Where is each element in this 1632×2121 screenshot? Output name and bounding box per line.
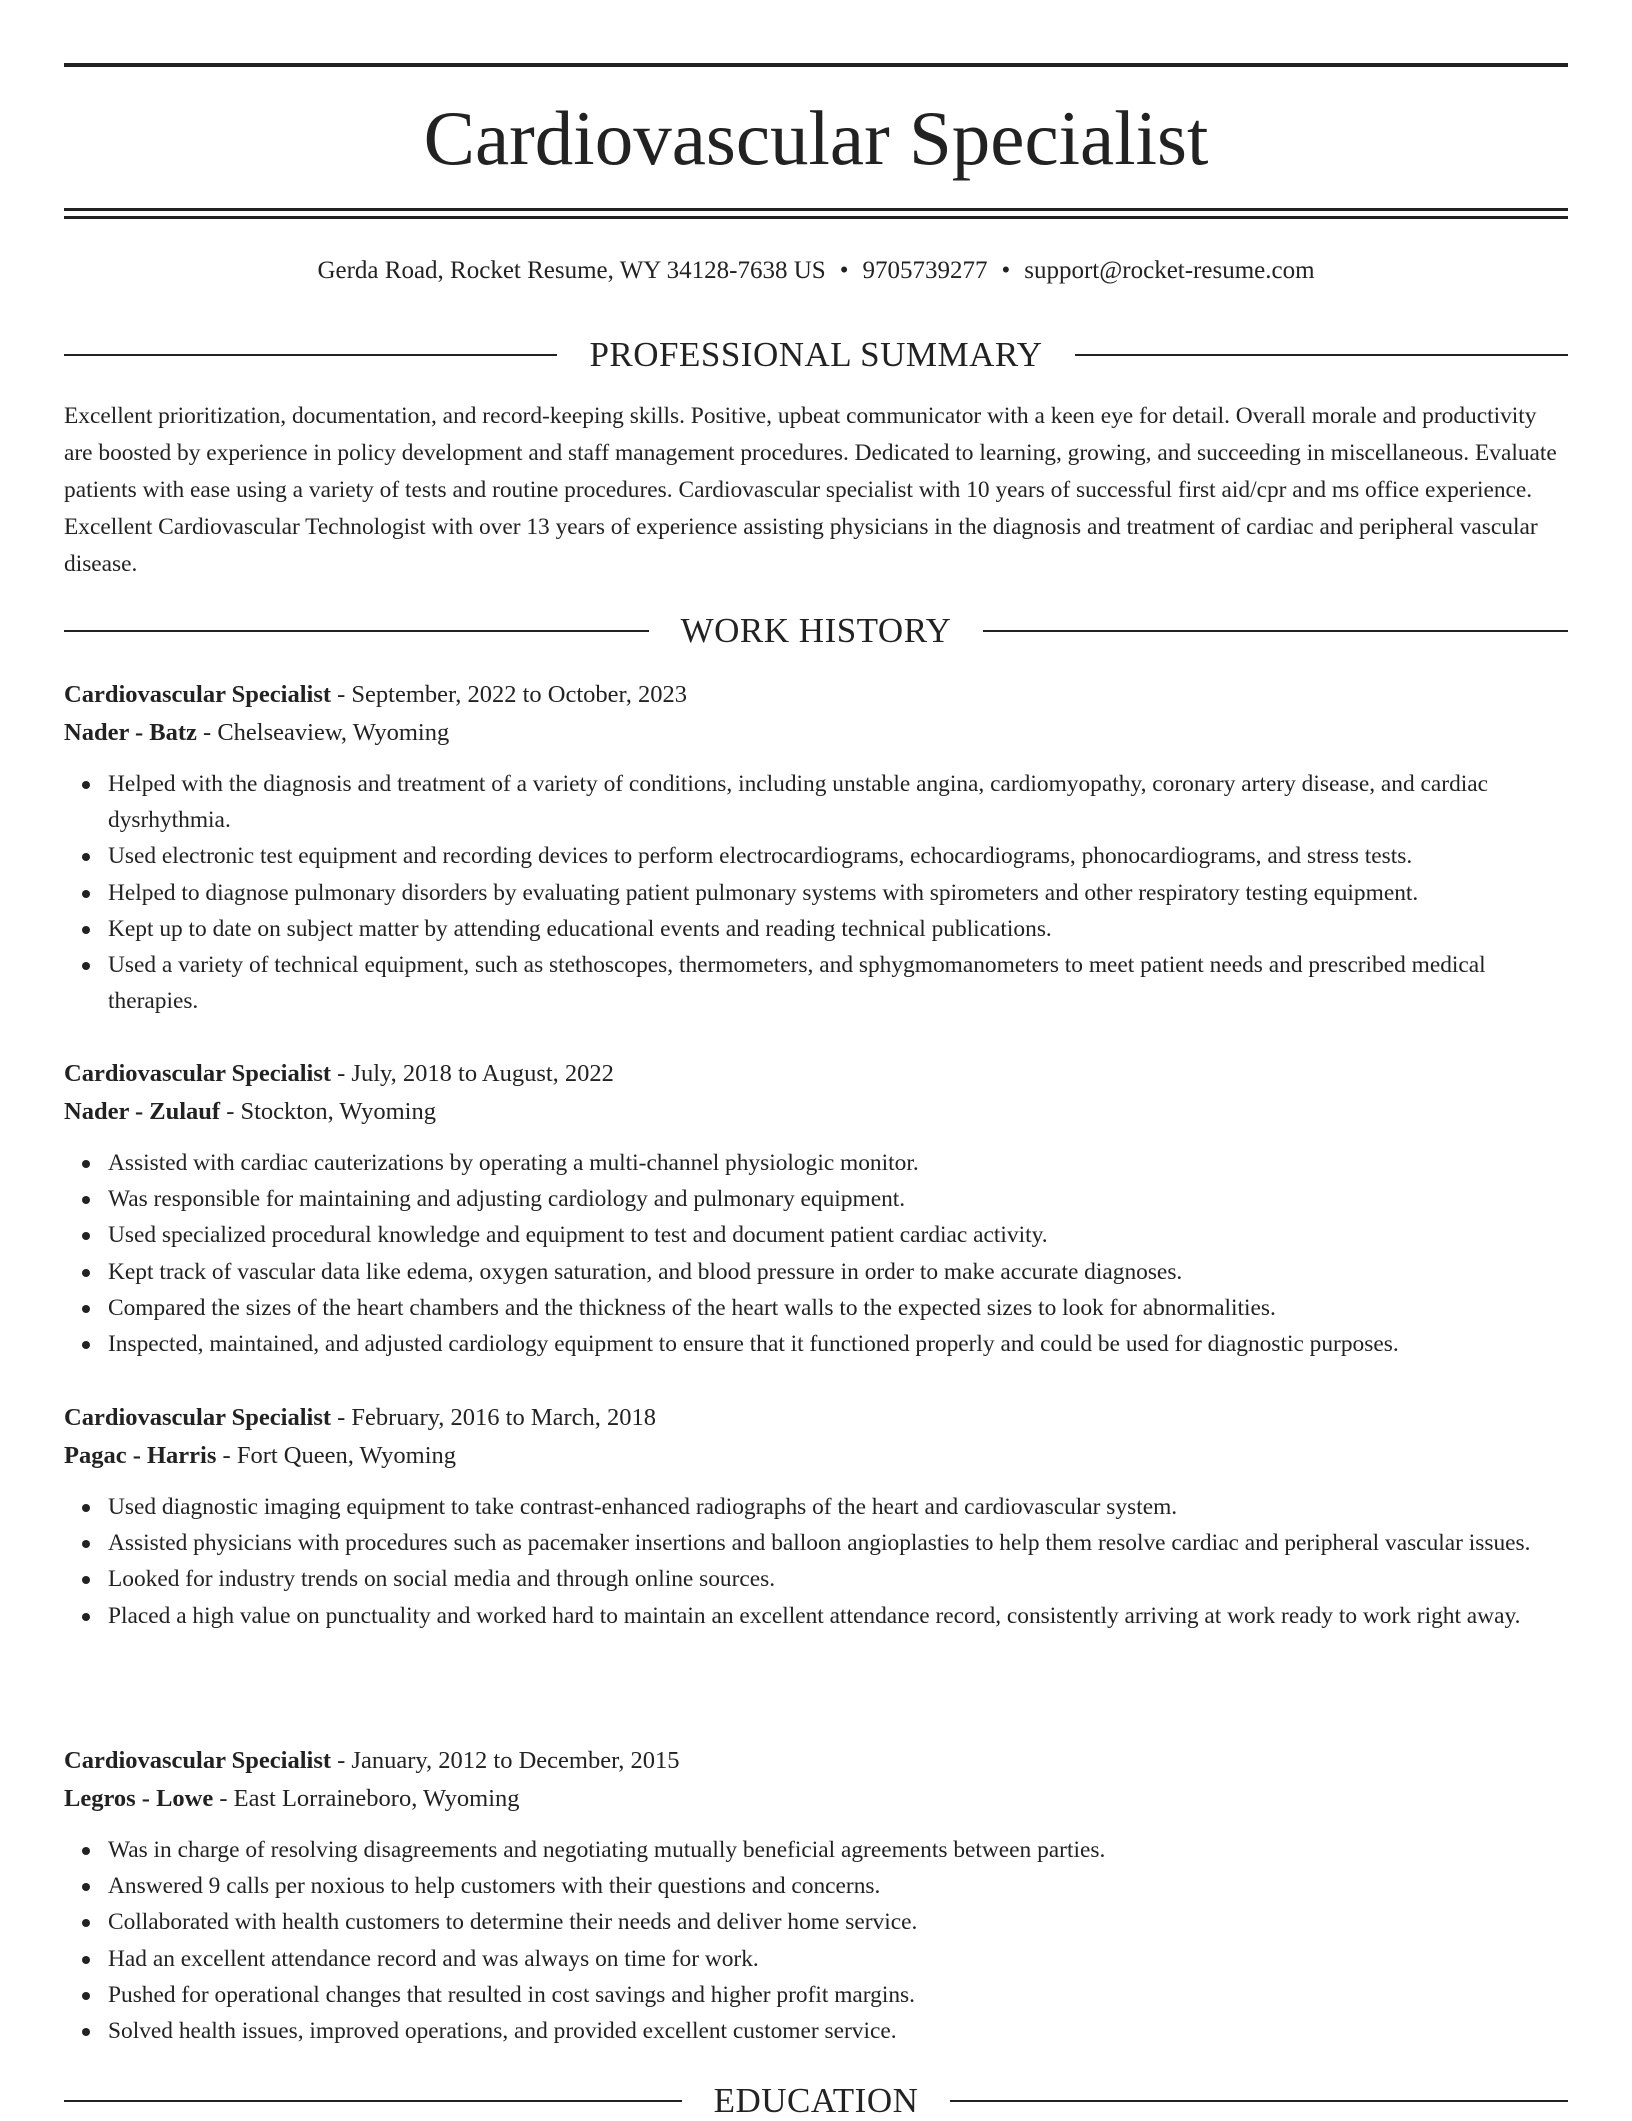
list-item: Inspected, maintained, and adjusted cardiology equipment to ensure that it functioned properly and could be used for diagnostic purposes. [108,1326,1568,1362]
section-rule-left [64,354,557,356]
job-bullet-list [64,766,1568,1019]
list-item: Answered 9 calls per noxious to help customers with their questions and concerns. [108,1868,1568,1904]
job-title-line [64,1055,1568,1093]
section-heading-summary [64,335,1568,375]
job-company: Nader - Batz [64,719,197,746]
job-company-line [64,1780,1568,1818]
section-rule-left [64,2100,682,2102]
job-entry [64,1399,1568,1634]
job-dates: - February, 2016 to March, 2018 [331,1404,657,1431]
section-heading-education [64,2081,1568,2121]
section-rule-right [950,2100,1568,2102]
job-title: Cardiovascular Specialist [64,1060,332,1087]
list-item: Collaborated with health customers to determine their needs and deliver home service. [108,1904,1568,1940]
job-company-line [64,1093,1568,1131]
professional-summary-text: Excellent prioritization, documentation, and record-keeping skills. Positive, upbeat communicator with a keen eye for detail. Overall morale and productivity are boosted by experience in policy development and staff management procedures. Dedicated to learning, growing, and succeeding in miscellaneous. Evaluate patients with ease using a variety of tests and routine procedures. Cardiovascular specialist with 10 years of successful first aid/cpr and ms office experience. Excellent Cardiovascular Technologist with over 13 years of experience assisting physicians in the diagnosis and treatment of cardiac and peripheral vascular disease. [64,403,1557,577]
job-entry [64,676,1568,1019]
double-rule-upper [64,208,1568,211]
list-item: Was responsible for maintaining and adjusting cardiology and pulmonary equipment. [108,1181,1568,1217]
list-item: Used specialized procedural knowledge and equipment to test and document patient cardiac activity. [108,1217,1568,1253]
job-location: - East Lorraineboro, Wyoming [213,1785,520,1812]
job-bullet-list [64,1145,1568,1362]
contact-address: Gerda Road, Rocket Resume, WY 34128-7638 US [317,257,826,284]
job-company: Legros - Lowe [64,1785,214,1812]
list-item: Helped to diagnose pulmonary disorders by evaluating patient pulmonary systems with spirometers and other respiratory testing equipment. [108,875,1568,911]
job-bullet-list [64,1832,1568,2049]
job-dates: - July, 2018 to August, 2022 [331,1060,614,1087]
job-location: - Chelseaview, Wyoming [196,719,450,746]
list-item: Assisted with cardiac cauterizations by operating a multi-channel physiologic monitor. [108,1145,1568,1181]
section-rule-right [1075,354,1568,356]
double-rule-lower [64,216,1568,219]
job-dates: - September, 2022 to October, 2023 [331,681,687,708]
job-title: Cardiovascular Specialist [64,1747,332,1774]
list-item: Had an excellent attendance record and was always on time for work. [108,1941,1568,1977]
contact-line [64,254,1568,288]
list-item: Used diagnostic imaging equipment to take contrast-enhanced radiographs of the heart and cardiovascular system. [108,1489,1568,1525]
job-bullet-list [64,1489,1568,1634]
list-item: Looked for industry trends on social media and through online sources. [108,1561,1568,1597]
section-title: WORK HISTORY [680,611,952,650]
contact-email: support@rocket-resume.com [1024,257,1315,284]
section-title: PROFESSIONAL SUMMARY [589,335,1043,374]
job-company: Pagac - Harris [64,1442,217,1469]
job-title: Cardiovascular Specialist [64,1404,332,1431]
list-item: Compared the sizes of the heart chambers and the thickness of the heart walls to the expected sizes to look for abnormalities. [108,1290,1568,1326]
job-title-line [64,1399,1568,1437]
list-item: Was in charge of resolving disagreements and negotiating mutually beneficial agreements between parties. [108,1832,1568,1868]
list-item: Solved health issues, improved operations, and provided excellent customer service. [108,2013,1568,2049]
top-rule [64,63,1568,67]
job-title-line [64,1742,1568,1780]
job-dates: - January, 2012 to December, 2015 [331,1747,680,1774]
job-location: - Stockton, Wyoming [220,1098,436,1125]
contact-phone: 9705739277 [862,257,988,284]
list-item: Used a variety of technical equipment, such as stethoscopes, thermometers, and sphygmomanometers to meet patient needs and prescribed medical therapies. [108,947,1568,1019]
list-item: Assisted physicians with procedures such as pacemaker insertions and balloon angioplasties to help them resolve cardiac and peripheral vascular issues. [108,1525,1568,1561]
job-company-line [64,1437,1568,1475]
job-company-line [64,714,1568,752]
list-item: Used electronic test equipment and recording devices to perform electrocardiograms, echocardiograms, phonocardiograms, and stress tests. [108,838,1568,874]
contact-separator: • [839,257,849,284]
job-title-line [64,676,1568,714]
list-item: Helped with the diagnosis and treatment of a variety of conditions, including unstable angina, cardiomyopathy, coronary artery disease, and cardiac dysrhythmia. [108,766,1568,838]
job-entry [64,1742,1568,2049]
section-title: EDUCATION [713,2081,919,2120]
page-title: Cardiovascular Specialist [423,95,1209,181]
section-rule-right [983,630,1568,632]
list-item: Placed a high value on punctuality and worked hard to maintain an excellent attendance record, consistently arriving at work ready to work right away. [108,1598,1568,1634]
list-item: Kept up to date on subject matter by attending educational events and reading technical publications. [108,911,1568,947]
section-heading-work-history [64,611,1568,651]
job-company: Nader - Zulauf [64,1098,221,1125]
contact-separator: • [1001,257,1011,284]
job-location: - Fort Queen, Wyoming [216,1442,457,1469]
list-item: Pushed for operational changes that resulted in cost savings and higher profit margins. [108,1977,1568,2013]
list-item: Kept track of vascular data like edema, oxygen saturation, and blood pressure in order to make accurate diagnoses. [108,1254,1568,1290]
section-rule-left [64,630,649,632]
job-title: Cardiovascular Specialist [64,681,332,708]
job-entry [64,1055,1568,1362]
